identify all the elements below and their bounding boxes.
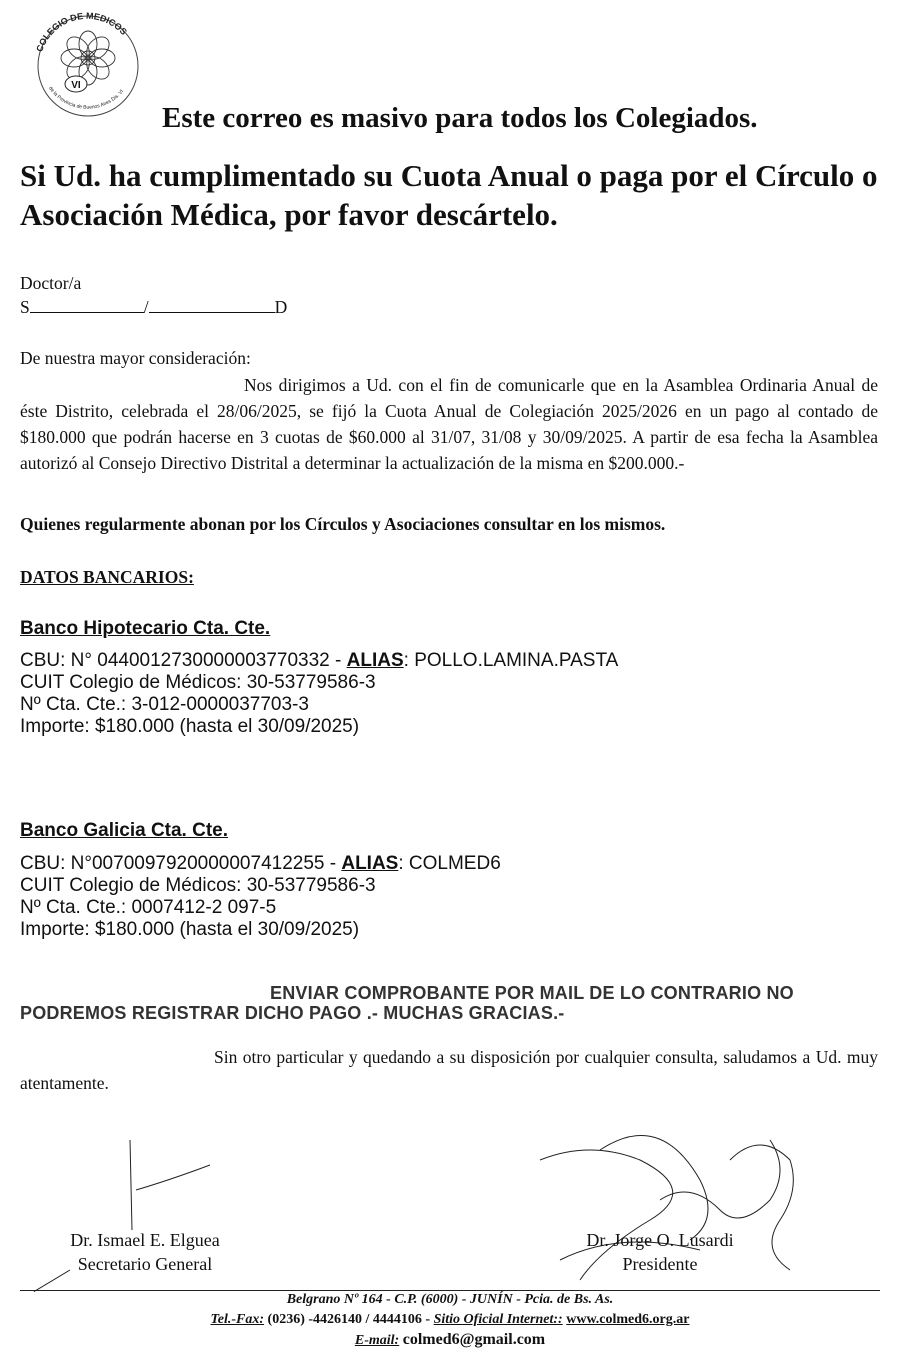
alias-label: ALIAS [346, 650, 404, 671]
college-seal-logo [22, 6, 148, 118]
bank-galicia-details [20, 853, 501, 941]
tel-label: Tel.-Fax: [210, 1312, 265, 1327]
cuit-line: CUIT Colegio de Médicos: 30-53779586-3 [20, 875, 376, 896]
closing-paragraph [20, 1044, 878, 1096]
account-line: Nº Cta. Cte.: 3-012-0000037703-3 [20, 694, 309, 715]
circles-note: Quienes regularmente abonan por los Círculos y Asociaciones consultar en los mismos. [20, 514, 666, 534]
secretary-name: Dr. Ismael E. Elguea [70, 1230, 220, 1250]
slash: / [143, 297, 149, 317]
closing-text: Sin otro particular y quedando a su disposición por cualquier consulta, saludamos a Ud. muy atentamente. [20, 1047, 878, 1093]
alias-value: : COLMED6 [398, 853, 501, 874]
doctor-label: Doctor/a [20, 273, 82, 293]
cbu-line [20, 650, 618, 672]
bank-galicia-name: Banco Galicia Cta. Cte. [20, 820, 229, 841]
amount-line: Importe: $180.000 (hasta el 30/09/2025) [20, 716, 360, 737]
alias-value: : POLLO.LAMINA.PASTA [403, 650, 619, 671]
amount-line: Importe: $180.000 (hasta el 30/09/2025) [20, 919, 360, 940]
president-name: Dr. Jorge O. Lusardi [586, 1230, 734, 1250]
email-link[interactable]: colmed6@gmail.com [402, 1331, 546, 1348]
signature-left [40, 1228, 250, 1276]
d-letter: D [274, 297, 288, 317]
cbu-text: CBU: N°0070097920000007412255 - [20, 853, 342, 874]
bank-data-title: DATOS BANCARIOS: [20, 567, 194, 587]
secretary-role: Secretario General [77, 1254, 213, 1274]
footer-contact [0, 1310, 900, 1330]
salutation-blank-line [20, 294, 287, 320]
footer [0, 1290, 900, 1351]
svg-text:COLEGIO DE MEDICOS: COLEGIO DE MEDICOS [34, 10, 129, 54]
body-paragraph [20, 372, 878, 476]
website-link[interactable]: www.colmed6.org.ar [566, 1312, 690, 1327]
footer-address: Belgrano Nº 164 - C.P. (6000) - JUNÍN - Pcia. de Bs. As. [286, 1292, 614, 1307]
svg-text:de la Provincia de Buenos Aire: de la Provincia de Buenos Aires Dis. VI [47, 85, 126, 111]
mass-mail-title: Este correo es masivo para todos los Colegiados. [162, 102, 758, 134]
left-signature-stroke [136, 1165, 210, 1190]
footer-email [0, 1330, 900, 1351]
notice-line-1: ENVIAR COMPROBANTE POR MAIL DE LO CONTRARIO NO [270, 983, 794, 1003]
tel-value: (0236) -4426140 / 4444106 - [264, 1312, 434, 1327]
notice-line-2: PODREMOS REGISTRAR DICHO PAGO .- MUCHAS GRACIAS.- [20, 1003, 565, 1023]
discard-notice: Si Ud. ha cumplimentado su Cuota Anual o paga por el Círculo o Asociación Médica, por favor descártelo. [20, 158, 878, 232]
account-line: Nº Cta. Cte.: 0007412-2 097-5 [20, 897, 277, 918]
cuit-line: CUIT Colegio de Médicos: 30-53779586-3 [20, 672, 376, 693]
left-signature-stroke [130, 1140, 132, 1230]
right-signature-stroke [600, 1135, 708, 1240]
email-label: E-mail: [354, 1333, 400, 1348]
s-letter: S [20, 297, 30, 317]
bank-hipotecario-name: Banco Hipotecario Cta. Cte. [20, 618, 271, 639]
body-text: Nos dirigimos a Ud. con el fin de comunicarle que en la Asamblea Ordinaria Anual de éste Distrito, celebrada el 28/06/2025, se fijó la Cuota Anual de Colegiación 2025/2026 en un pago al contado de $180.000 que podrán hacerse en 3 cuotas de $60.000 al 31/07, 31/08 y 30/09/2025. A partir de esa fecha la Asamblea autorizó al Consejo Directivo Distrital a determinar la actualización de la misma en $200.000.- [20, 375, 878, 473]
bank-hipotecario-details [20, 650, 618, 738]
cbu-text: CBU: N° 0440012730000003770332 - [20, 650, 347, 671]
web-label: Sitio Oficial Internet:: [433, 1312, 563, 1327]
president-role: Presidente [622, 1254, 698, 1274]
alias-label: ALIAS [341, 853, 399, 874]
greeting: De nuestra mayor consideración: [20, 348, 251, 368]
logo-district: VI [71, 80, 81, 91]
cbu-line [20, 853, 501, 875]
signature-right [560, 1228, 760, 1276]
